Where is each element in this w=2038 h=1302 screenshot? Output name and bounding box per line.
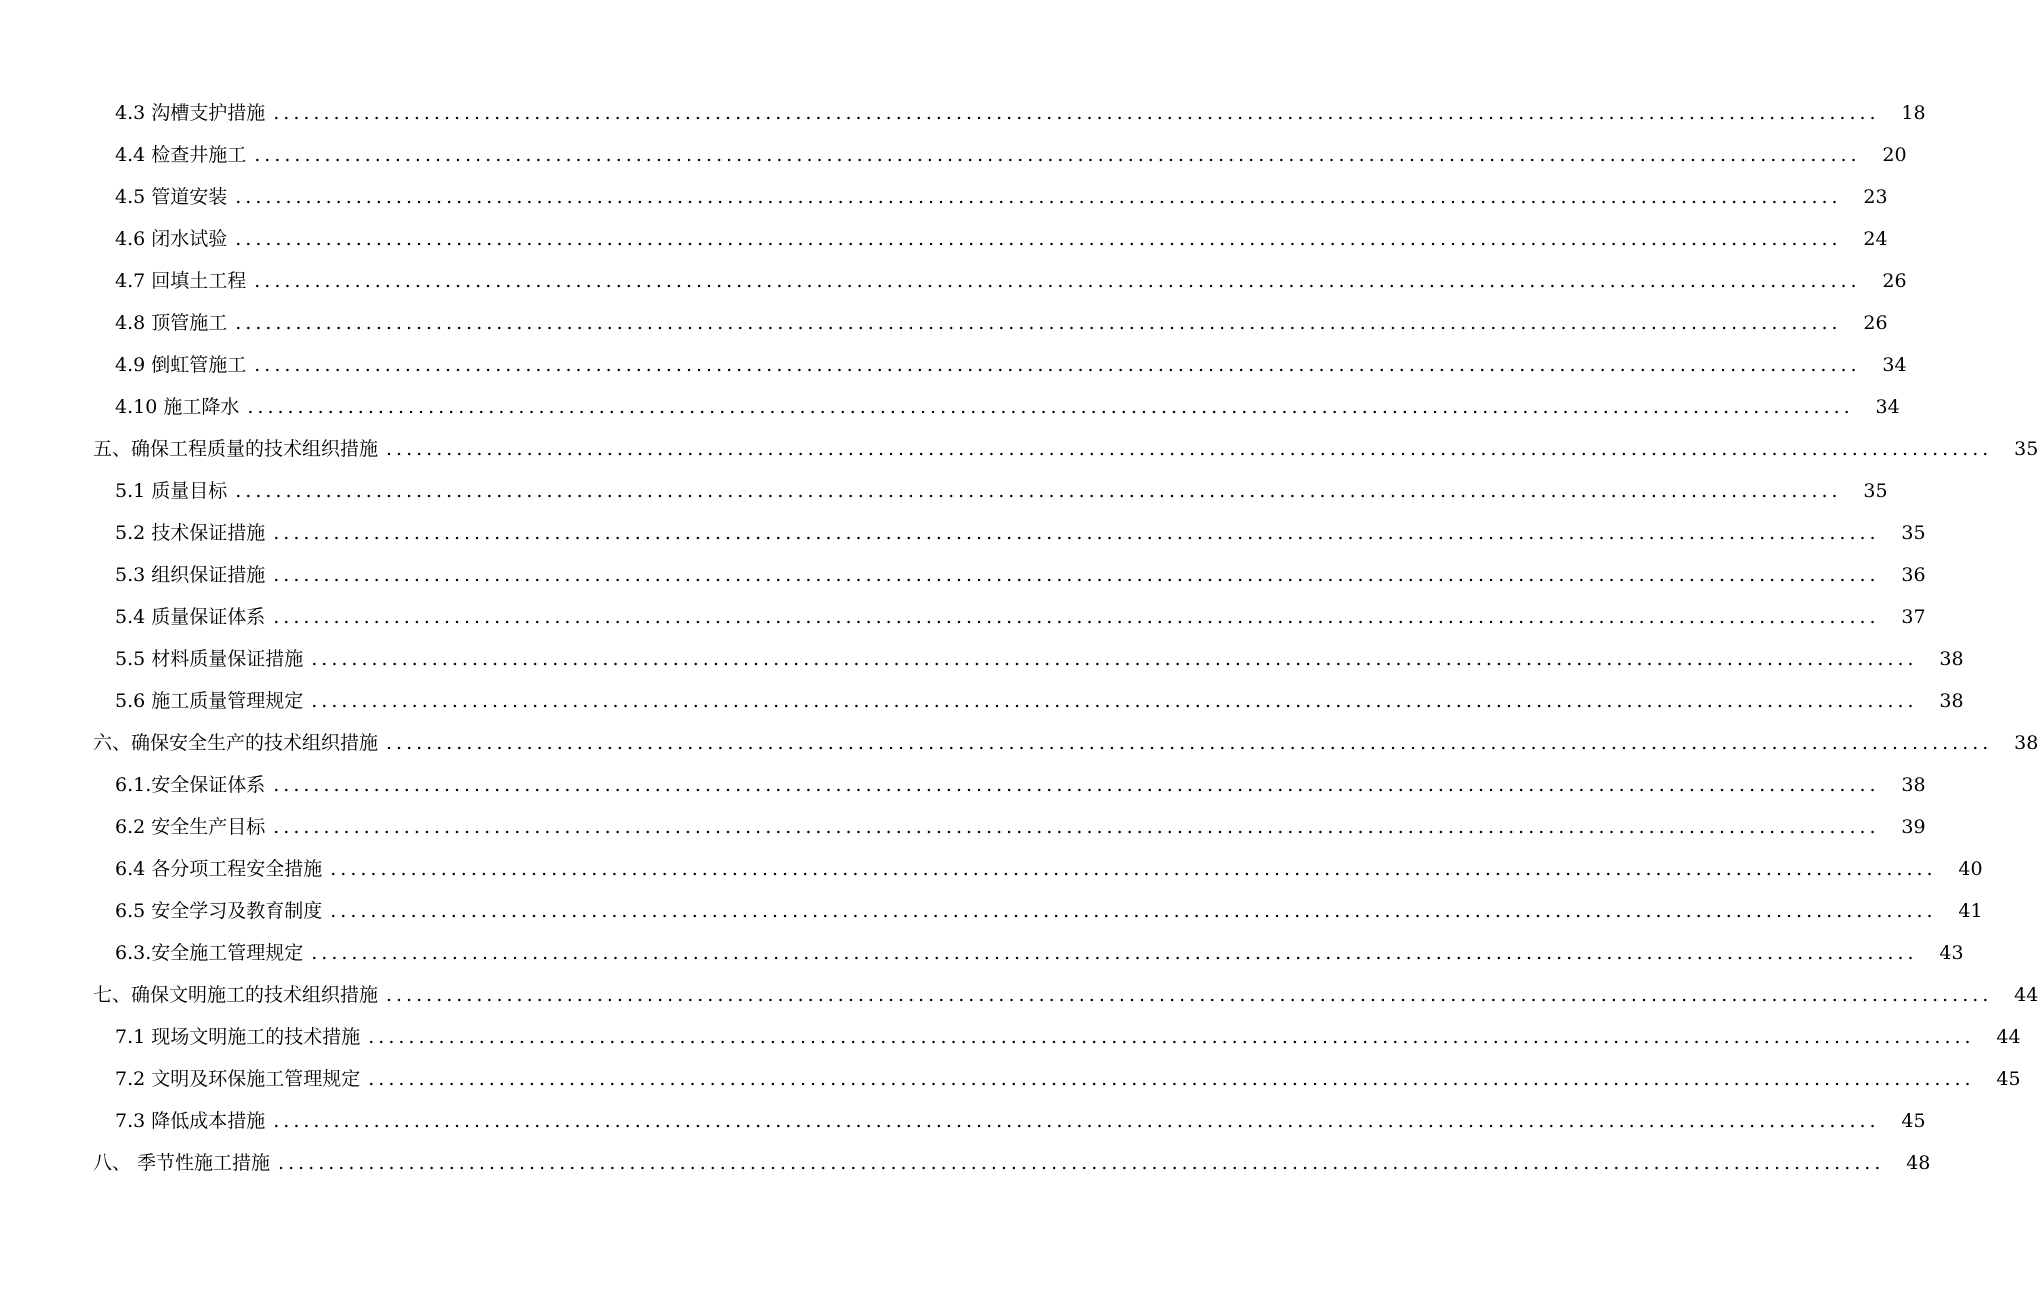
toc-entry-label: 4.10 施工降水 [115, 396, 240, 418]
toc-entry-page-number: 48 [1906, 1152, 1931, 1174]
toc-entry-page-number: 43 [1939, 942, 1964, 964]
toc-section-entry[interactable] [0, 302, 1888, 344]
toc-entry-page-number: 40 [1958, 858, 1983, 880]
toc-entry-page-number: 34 [1875, 396, 1900, 418]
dot-leader: ................................................................................................................................................................ [247, 396, 1854, 418]
toc-entry-label: 5.3 组织保证措施 [115, 564, 266, 586]
toc-entry-label: 4.4 检查井施工 [115, 144, 247, 166]
toc-entry-page-number: 45 [1901, 1110, 1926, 1132]
toc-chapter-entry[interactable] [0, 722, 2038, 764]
toc-entry-page-number: 38 [1939, 690, 1964, 712]
dot-leader: ................................................................................................................................................................ [254, 144, 1861, 166]
toc-section-entry[interactable] [0, 806, 1926, 848]
toc-entry-label: 7.3 降低成本措施 [115, 1110, 266, 1132]
toc-entry-label: 6.2 安全生产目标 [115, 816, 266, 838]
toc-entry-label: 6.3.安全施工管理规定 [115, 942, 304, 964]
dot-leader: ................................................................................................................................................................ [273, 522, 1880, 544]
dot-leader: ................................................................................................................................................................ [273, 606, 1880, 628]
toc-entry-page-number: 20 [1882, 144, 1907, 166]
toc-section-entry[interactable] [0, 344, 1907, 386]
toc-entry-page-number: 34 [1882, 354, 1907, 376]
dot-leader: ................................................................................................................................................................ [386, 438, 1993, 460]
toc-section-entry[interactable] [0, 260, 1907, 302]
toc-section-entry[interactable] [0, 92, 1926, 134]
toc-section-entry[interactable] [0, 554, 1926, 596]
toc-entry-label: 5.6 施工质量管理规定 [115, 690, 304, 712]
toc-section-entry[interactable] [0, 890, 1983, 932]
toc-section-entry[interactable] [0, 764, 1926, 806]
dot-leader: ................................................................................................................................................................ [235, 480, 1842, 502]
dot-leader: ................................................................................................................................................................ [278, 1152, 1885, 1174]
dot-leader: ................................................................................................................................................................ [330, 900, 1937, 922]
toc-entry-label: 4.6 闭水试验 [115, 228, 228, 250]
toc-entry-label: 5.2 技术保证措施 [115, 522, 266, 544]
toc-entry-page-number: 26 [1863, 312, 1888, 334]
dot-leader: ................................................................................................................................................................ [273, 1110, 1880, 1132]
toc-entry-page-number: 44 [2014, 984, 2038, 1006]
toc-entry-label: 4.3 沟槽支护措施 [115, 102, 266, 124]
toc-entry-page-number: 24 [1863, 228, 1888, 250]
toc-entry-page-number: 35 [2014, 438, 2038, 460]
toc-entry-page-number: 38 [1939, 648, 1964, 670]
toc-entry-page-number: 41 [1958, 900, 1983, 922]
toc-section-entry[interactable] [0, 386, 1900, 428]
toc-entry-label: 六、确保安全生产的技术组织措施 [93, 732, 379, 754]
toc-entry-label: 6.5 安全学习及教育制度 [115, 900, 323, 922]
toc-section-entry[interactable] [0, 680, 1964, 722]
dot-leader: ................................................................................................................................................................ [273, 816, 1880, 838]
toc-section-entry[interactable] [0, 638, 1964, 680]
toc-chapter-entry[interactable] [0, 1142, 1931, 1184]
dot-leader: ................................................................................................................................................................ [386, 984, 1993, 1006]
toc-entry-page-number: 39 [1901, 816, 1926, 838]
toc-entry-page-number: 38 [1901, 774, 1926, 796]
dot-leader: ................................................................................................................................................................ [273, 564, 1880, 586]
toc-section-entry[interactable] [0, 596, 1926, 638]
toc-entry-page-number: 35 [1901, 522, 1926, 544]
toc-entry-label: 4.8 顶管施工 [115, 312, 228, 334]
dot-leader: ................................................................................................................................................................ [254, 270, 1861, 292]
toc-entry-page-number: 26 [1882, 270, 1907, 292]
dot-leader: ................................................................................................................................................................ [311, 648, 1918, 670]
toc-entry-label: 4.9 倒虹管施工 [115, 354, 247, 376]
dot-leader: ................................................................................................................................................................ [311, 690, 1918, 712]
toc-entry-page-number: 38 [2014, 732, 2038, 754]
dot-leader: ................................................................................................................................................................ [235, 186, 1842, 208]
dot-leader: ................................................................................................................................................................ [273, 102, 1880, 124]
toc-entry-page-number: 36 [1901, 564, 1926, 586]
toc-section-entry[interactable] [0, 176, 1888, 218]
dot-leader: ................................................................................................................................................................ [235, 312, 1842, 334]
toc-entry-label: 7.1 现场文明施工的技术措施 [115, 1026, 361, 1048]
toc-entry-page-number: 23 [1863, 186, 1888, 208]
toc-section-entry[interactable] [0, 848, 1983, 890]
toc-chapter-entry[interactable] [0, 974, 2038, 1016]
toc-section-entry[interactable] [0, 134, 1907, 176]
toc-entry-page-number: 35 [1863, 480, 1888, 502]
dot-leader: ................................................................................................................................................................ [235, 228, 1842, 250]
table-of-contents [0, 92, 2038, 1184]
toc-entry-page-number: 18 [1901, 102, 1926, 124]
toc-entry-label: 6.1.安全保证体系 [115, 774, 266, 796]
dot-leader: ................................................................................................................................................................ [386, 732, 1993, 754]
dot-leader: ................................................................................................................................................................ [254, 354, 1861, 376]
dot-leader: ................................................................................................................................................................ [368, 1026, 1975, 1048]
toc-entry-label: 4.5 管道安装 [115, 186, 228, 208]
toc-section-entry[interactable] [0, 1100, 1926, 1142]
toc-entry-label: 5.5 材料质量保证措施 [115, 648, 304, 670]
toc-entry-label: 八、 季节性施工措施 [93, 1152, 271, 1174]
toc-entry-label: 七、确保文明施工的技术组织措施 [93, 984, 379, 1006]
toc-section-entry[interactable] [0, 1016, 2021, 1058]
toc-entry-label: 5.4 质量保证体系 [115, 606, 266, 628]
toc-entry-label: 五、确保工程质量的技术组织措施 [93, 438, 379, 460]
toc-entry-page-number: 37 [1901, 606, 1926, 628]
toc-entry-label: 7.2 文明及环保施工管理规定 [115, 1068, 361, 1090]
toc-chapter-entry[interactable] [0, 428, 2038, 470]
toc-entry-page-number: 45 [1996, 1068, 2021, 1090]
toc-section-entry[interactable] [0, 512, 1926, 554]
dot-leader: ................................................................................................................................................................ [368, 1068, 1975, 1090]
toc-section-entry[interactable] [0, 218, 1888, 260]
toc-section-entry[interactable] [0, 1058, 2021, 1100]
toc-section-entry[interactable] [0, 470, 1888, 512]
toc-entry-label: 5.1 质量目标 [115, 480, 228, 502]
dot-leader: ................................................................................................................................................................ [311, 942, 1918, 964]
toc-entry-page-number: 44 [1996, 1026, 2021, 1048]
toc-section-entry[interactable] [0, 932, 1964, 974]
dot-leader: ................................................................................................................................................................ [273, 774, 1880, 796]
toc-entry-label: 4.7 回填土工程 [115, 270, 247, 292]
toc-entry-label: 6.4 各分项工程安全措施 [115, 858, 323, 880]
dot-leader: ................................................................................................................................................................ [330, 858, 1937, 880]
